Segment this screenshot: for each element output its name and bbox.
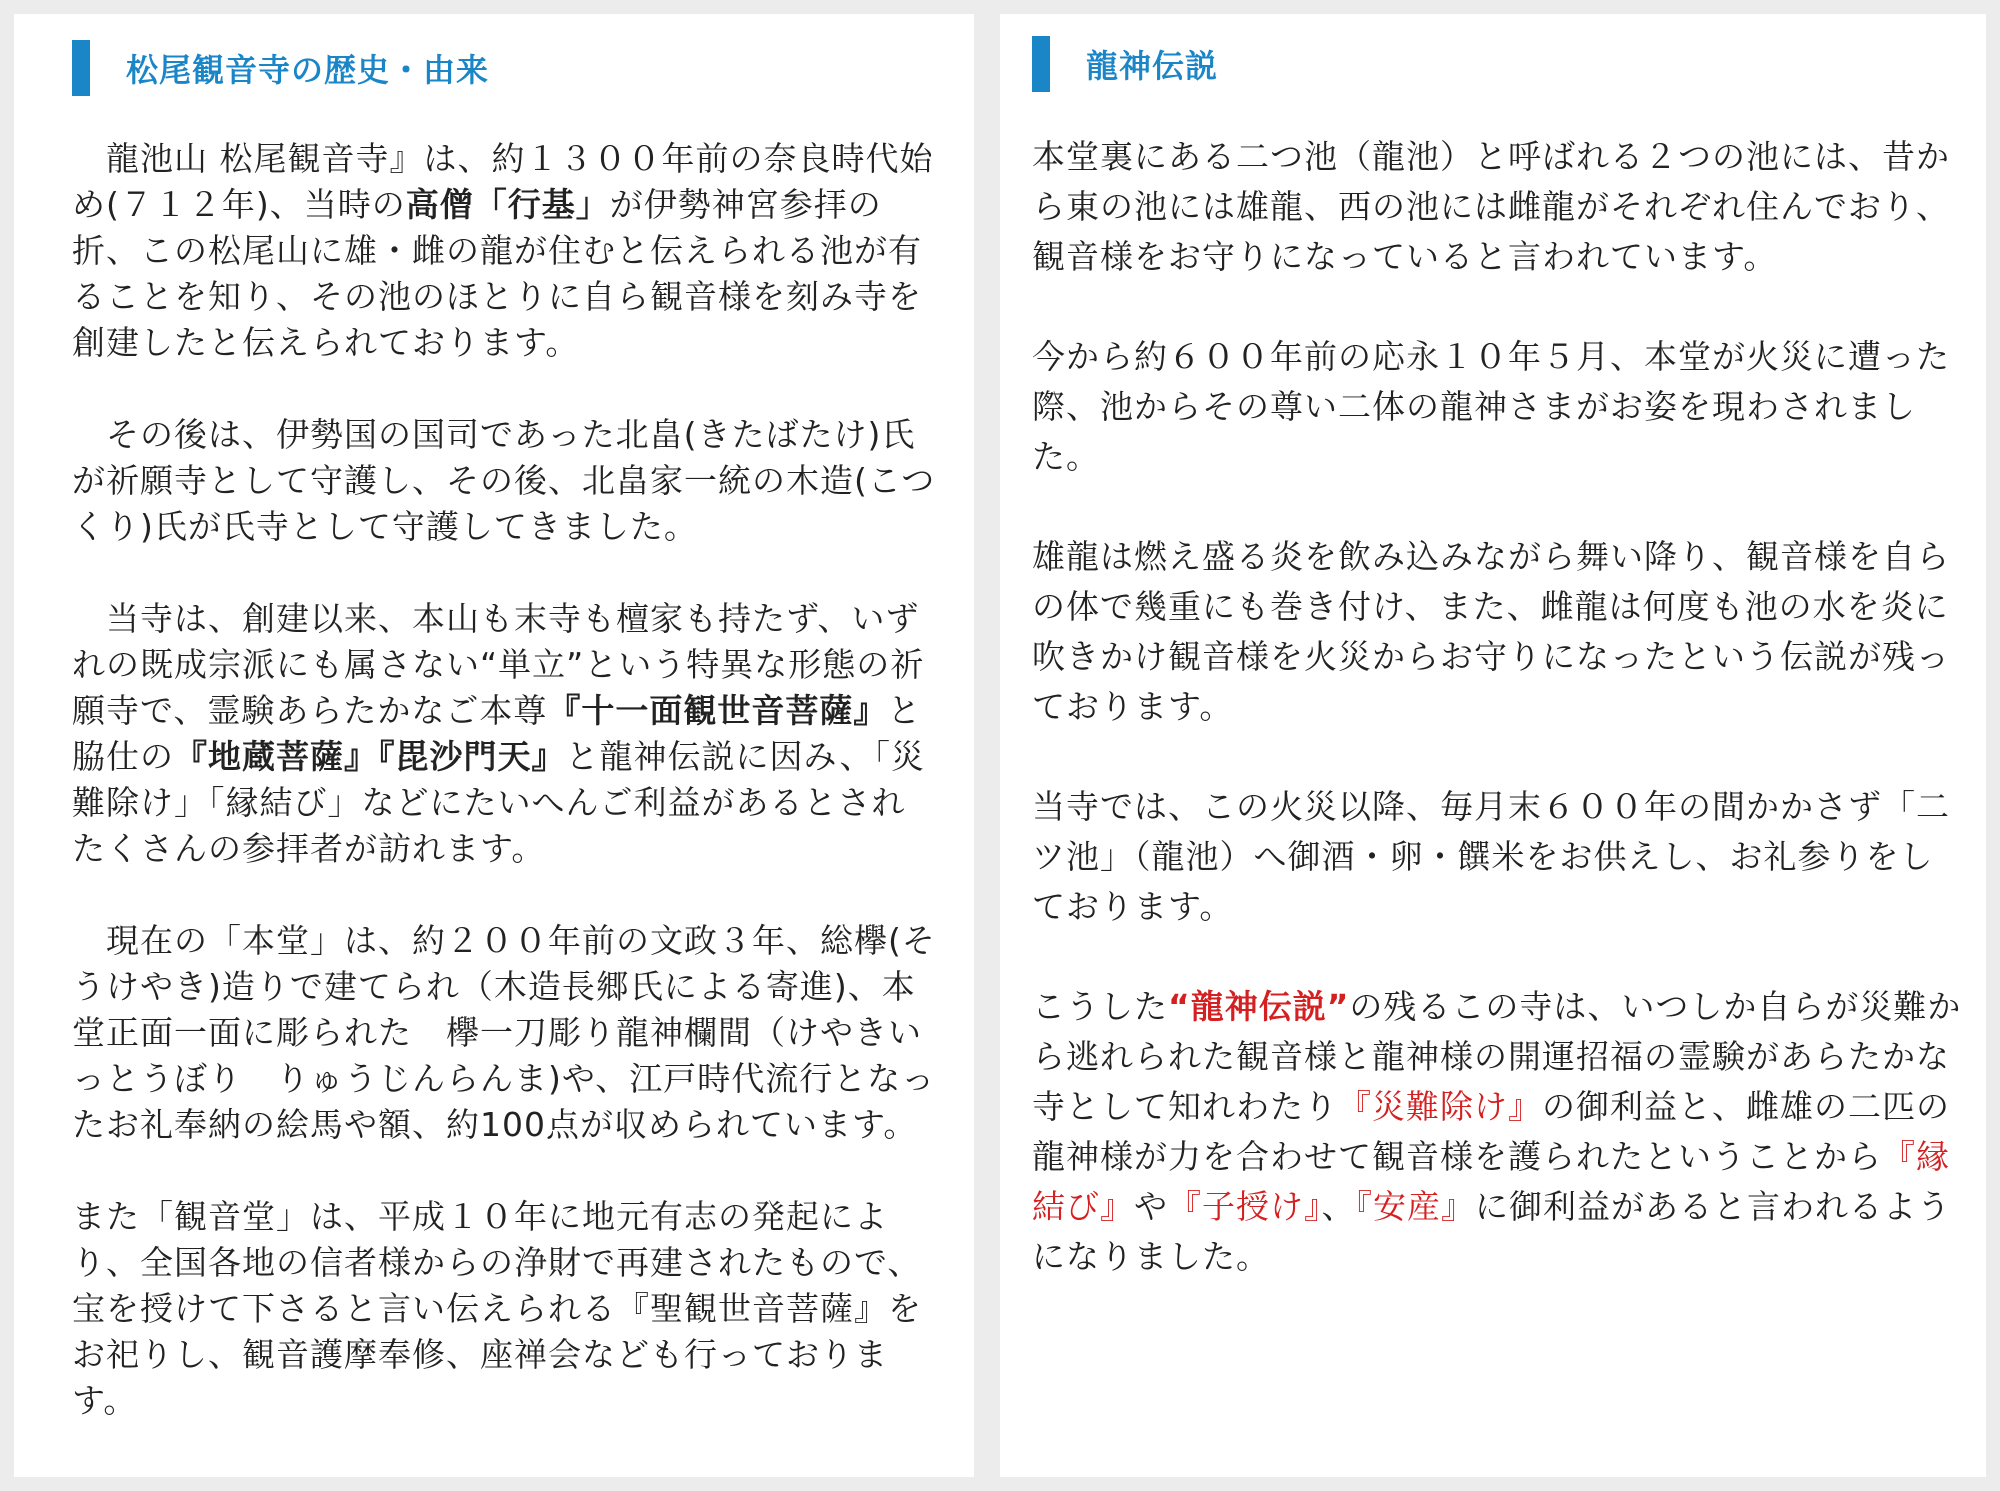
text-run: また「観音堂」は、平成１０年に地元有志の発起により、全国各地の信者様からの浄財で再建されたもので、宝を授けて下さると言い伝えられる『聖観世音菩薩』をお祀りし、観音護摩奉修、座禅会なども行っております。 — [72, 1197, 922, 1420]
heading-accent-bar — [72, 40, 90, 96]
text-run: と脇仕の — [72, 691, 922, 776]
text-run: に御利益があると言われるようになりました。 — [1032, 1187, 1951, 1276]
history-body — [72, 136, 938, 1470]
heading-accent-bar — [1032, 36, 1050, 92]
emphasized-text: 『地蔵菩薩』『毘沙門天』 — [174, 737, 566, 776]
text-run: 本堂裏にある二つ池（龍池）と呼ばれる２つの池には、昔から東の池には雄龍、西の池には雌龍がそれぞれ住んでおり、観音様をお守りになっていると言われています。 — [1032, 137, 1950, 276]
legend-panel — [1000, 14, 1986, 1477]
text-run: 現在の「本堂」は、約２００年前の文政３年、総欅(そうけやき)造りで建てられ（木造長郷氏による寄進)、本堂正面一面に彫られた 欅一刀彫り龍神欄間（けやきいっとうぼり りゅうじんらんま)や、江戸時代流行となったお礼奉納の絵馬や額、約100点が収められています。 — [72, 921, 936, 1144]
text-run: が伊勢神宮参拝の折、この松尾山に雄・雌の龍が住むと伝えられる池が有ることを知り、その池のほとりに自ら観音様を刻み寺を創建したと伝えられております。 — [72, 185, 922, 362]
text-run: 当寺は、創建以来、本山も末寺も檀家も持たず、いずれの既成宗派にも属さない“単立”という特異な形態の祈願寺で、霊験あらたかなご本尊 — [72, 599, 925, 730]
text-run: 当寺では、この火災以降、毎月末６００年の間かかさず「二ツ池」（龍池）へ御酒・卵・饌米をお供えし、お礼参りをしております。 — [1032, 787, 1950, 926]
legend-paragraph — [1032, 332, 1966, 482]
text-run: や — [1134, 1187, 1168, 1226]
text-run: 、 — [1321, 1187, 1356, 1226]
legend-body — [1032, 132, 1966, 1332]
text-run: こうした — [1032, 987, 1168, 1026]
text-run: の御利益と、雌雄の二匹の龍神様が力を合わせて観音様を護られたということから — [1032, 1087, 1950, 1176]
emphasized-text: 『縁結び』 — [1032, 1137, 1950, 1226]
text-run: その後は、伊勢国の国司であった北畠(きたばたけ)氏が祈願寺として守護し、その後、北畠家一統の木造(こつくり)氏が氏寺として守護してきました。 — [72, 415, 936, 546]
history-paragraph — [72, 1194, 938, 1424]
legend-paragraph — [1032, 532, 1966, 732]
emphasized-text: 『十一面観世音菩薩』 — [547, 691, 888, 730]
emphasized-text: “龍神伝説” — [1168, 987, 1350, 1026]
emphasized-text: 『災難除け』 — [1338, 1087, 1542, 1126]
history-heading-text: 松尾観音寺の歴史・由来 — [126, 51, 490, 89]
emphasized-text: 高僧「行基」 — [405, 185, 610, 224]
legend-paragraph — [1032, 132, 1966, 282]
legend-heading — [1032, 36, 1218, 92]
text-run: 龍池山 松尾観音寺』は、約１３００年前の奈良時代始め(７１２年)、当時の — [72, 139, 934, 224]
history-heading — [72, 40, 489, 96]
emphasized-text: 『子授け』 — [1168, 1187, 1322, 1226]
emphasized-text: 『安産』 — [1355, 1187, 1475, 1226]
history-paragraph — [72, 412, 938, 550]
legend-heading-text: 龍神伝説 — [1086, 47, 1219, 85]
legend-paragraph — [1032, 782, 1966, 932]
history-paragraph — [72, 596, 938, 872]
history-paragraph — [72, 136, 938, 366]
text-run: 雄龍は燃え盛る炎を飲み込みながら舞い降り、観音様を自らの体で幾重にも巻き付け、また、雌龍は何度も池の水を炎に吹きかけ観音様を火災からお守りになったという伝説が残っております。 — [1032, 537, 1950, 726]
text-run: 今から約６００年前の応永１０年５月、本堂が火災に遭った際、池からその尊い二体の龍神さまがお姿を現わされました。 — [1032, 337, 1950, 476]
legend-paragraph — [1032, 982, 1966, 1282]
history-panel — [14, 14, 974, 1477]
history-paragraph — [72, 918, 938, 1148]
text-run: と龍神伝説に因み、「災難除け」「縁結び」などにたいへんご利益があるとされたくさんの参拝者が訪れます。 — [72, 737, 925, 868]
text-run: の残るこの寺は、いつしか自らが災難から逃れられた観音様と龍神様の開運招福の霊験があらたかな寺として知れわたり — [1032, 987, 1962, 1126]
